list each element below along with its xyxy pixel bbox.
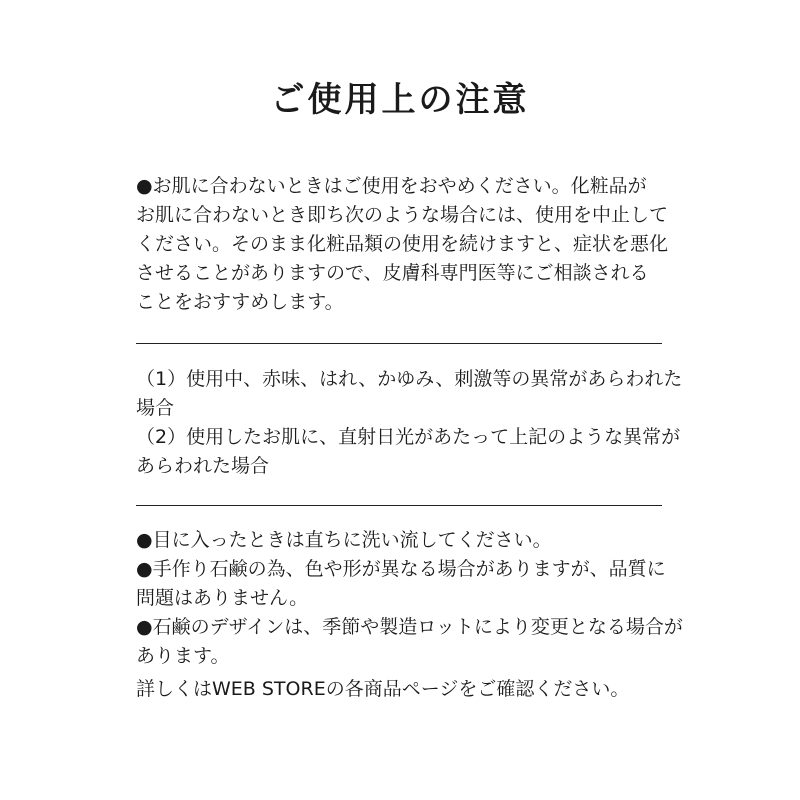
text-line: ●目に入ったときは直ちに洗い流してください。 — [136, 529, 552, 551]
page-title: ご使用上の注意 — [270, 80, 530, 120]
text-line: 問題はありません。 — [136, 587, 309, 609]
text-line: ください。そのまま化粧品類の使用を続けますと、症状を悪化 — [136, 233, 669, 255]
text-line: させることがありますので、皮膚科専門医等にご相談される — [136, 262, 649, 284]
list-item: （1）使用中、赤味、はれ、かゆみ、刺激等の異常があらわれた — [136, 368, 683, 390]
divider — [136, 505, 662, 506]
text-line: ●お肌に合わないときはご使用をおやめください。化粧品が — [136, 175, 647, 197]
list-item: （2）使用したお肌に、直射日光があたって上記のような異常が — [136, 426, 681, 448]
text-line: お肌に合わないとき即ち次のような場合には、使用を中止して — [136, 204, 669, 226]
additional-notes — [136, 526, 683, 704]
divider — [136, 343, 662, 344]
conditions-list — [136, 365, 683, 481]
text-line: ことをおすすめします。 — [136, 291, 344, 313]
text-line: 詳しくはWEB STOREの各商品ページをご確認ください。 — [136, 678, 630, 700]
list-item: 場合 — [136, 397, 175, 419]
text-line: ●手作り石鹸の為、色や形が異なる場合がありますが、品質に — [136, 558, 666, 580]
text-line: ●石鹸のデザインは、季節や製造ロットにより変更となる場合が — [136, 616, 683, 638]
list-item: あらわれた場合 — [136, 455, 270, 477]
text-line: あります。 — [136, 645, 230, 667]
skin-caution-paragraph — [136, 172, 669, 317]
